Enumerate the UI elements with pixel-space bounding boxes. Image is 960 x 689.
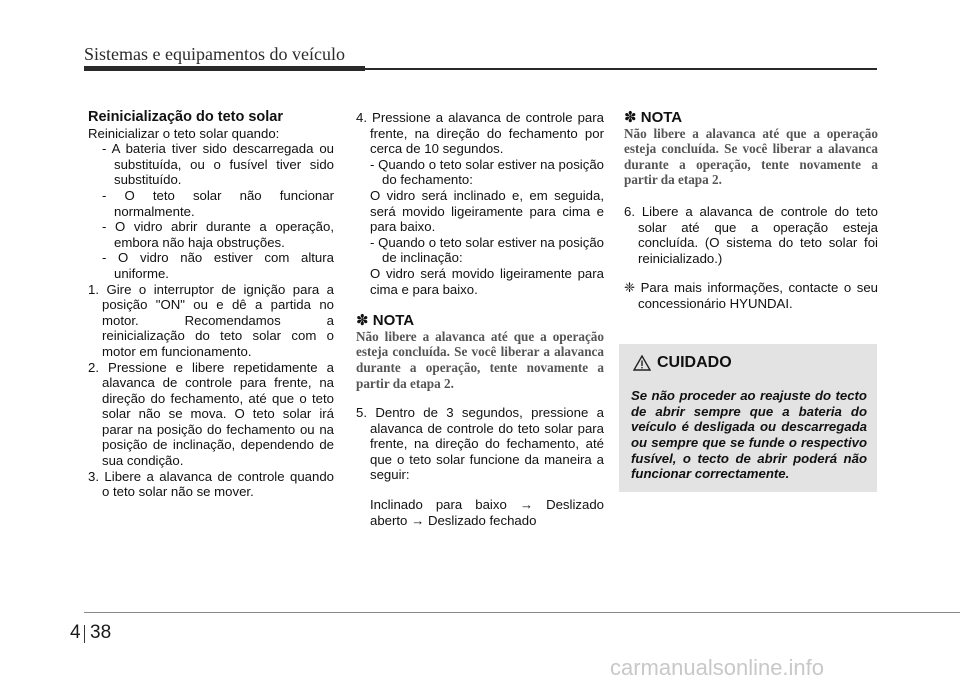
intro-text: Reinicializar o teto solar quando: [88,125,280,141]
condition-item: - O vidro abrir durante a operação, embora não haja obstruções. [102,219,334,250]
warning-triangle-icon [633,355,651,371]
step-item: 1. Gire o interruptor de ignição para a posição "ON" ou e dê a partida no motor. Recomendamos a reinicialização do teto solar com o motor em funcionamento. [88,281,334,359]
section-title: Reinicialização do teto solar [88,109,283,125]
step-item: 6. Libere a alavanca de controle do teto solar até que a operação esteja concluída. (O sistema do teto solar foi reinicializado.) [624,203,878,266]
page-number: 38 [90,622,112,643]
footer-rule [84,612,960,613]
sequence-slid-closed: Deslizado fechado [427,512,537,528]
caution-title: CUIDADO [657,354,732,371]
header-rule-thin [365,68,877,70]
chapter-number: 4 [70,622,81,643]
watermark: carmanualsonline.info [610,655,825,680]
step-sub-item: - Quando o teto solar estiver na posição de inclinação: [370,234,604,266]
caution-header [633,354,732,372]
sequence-text [356,497,604,528]
step-sub-text: O vidro será movido ligeiramente para cima e para baixo. [370,265,604,297]
note-text: Não libere a alavanca até que a operação esteja concluída. Se você liberar a alavanca durante a operação, tente novamente a partir da etapa 2. [356,328,604,391]
column-3 [624,110,878,312]
header-rule-thick [84,66,365,71]
caution-box [619,344,877,492]
info-text: ❈ Para mais informações, contacte o seu concessionário HYUNDAI. [624,280,878,311]
sequence-slid-open: Deslizado aberto [370,497,604,528]
step-sub-item: - Quando o teto solar estiver na posição do fechamento: [370,156,604,188]
arrow-icon: → [519,497,534,513]
arrow-icon: → [411,512,425,528]
note-title: ✽ NOTA [356,312,415,330]
header-title: Sistemas e equipamentos do veículo [84,44,345,64]
step-item: 3. Libere a alavanca de controle quando o teto solar não se mover. [88,468,334,500]
step-item: 4. Pressione a alavanca de controle para frente, na direção do fechamento por cerca de 10 segundos. [356,110,604,157]
condition-item: - A bateria tiver sido descarregada ou substituída, ou o fusível tiver sido substituído. [102,141,334,188]
step-sub-text: O vidro será inclinado e, em seguida, será movido ligeiramente para cima e para baixo. [370,187,604,235]
step-item: 5. Dentro de 3 segundos, pressione a alavanca de controle do teto solar para frente, na direção do fechamento, até que o teto solar funcione da maneira a seguir: [356,405,604,483]
note-title: ✽ NOTA [624,109,683,126]
caution-text: Se não proceder ao reajuste do tecto de abrir sempre que a bateria do veículo é desligada ou descarregada ou sempre que se funde o respectivo fusível, o tecto de abrir poderá não funcionar correctamente. [631,388,867,482]
column-2 [356,110,604,528]
step-item: 2. Pressione e libere repetidamente a alavanca de controle para frente, na direção do fechamento, até que o teto solar não se mova. O teto solar irá parar na posição do fechamento ou na posição de inclinação, dependendo de sua condição. [88,359,334,469]
column-1 [88,110,334,500]
condition-item: - O teto solar não funcionar normalmente. [102,187,334,219]
footer-separator [84,625,85,643]
condition-item: - O vidro não estiver com altura uniforme. [102,250,334,281]
sequence-tilted-down: Inclinado para baixo [370,497,507,513]
note-text: Não libere a alavanca até que a operação esteja concluída. Se você liberar a alavanca durante a operação, tente novamente a partir da etapa 2. [624,125,878,188]
